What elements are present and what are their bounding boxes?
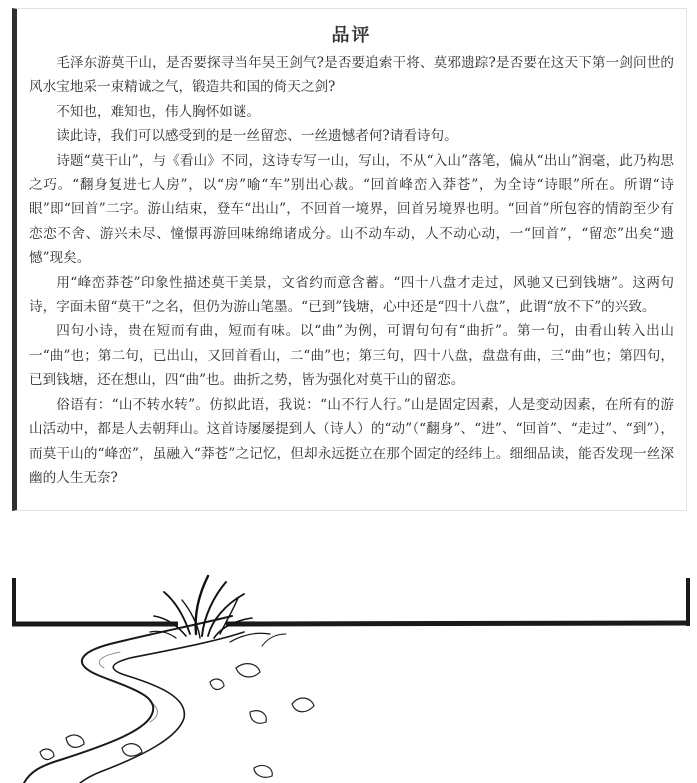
paragraph-2: 不知也，难知也，伟人胸怀如谜。	[56, 103, 261, 120]
frame-lines	[12, 578, 690, 626]
article-card	[12, 8, 687, 511]
paragraph-5: 用“峰峦莽苍”印象性描述莫干美景，文省约而意含蓄。“四十八盘才走过，风驰又已到钱塘”。这两句诗，字面未留“莫干”之名，但仍为游山笔墨。“已到”钱塘，心中还是“四十八盘”，此谓“放不下”的兴致。	[29, 274, 674, 316]
article-title: 品评	[331, 25, 372, 46]
winding-path	[24, 616, 244, 783]
grass-strokes	[150, 576, 286, 646]
mountain-path-illustration	[0, 572, 697, 783]
paragraph-1: 毛泽东游莫干山，是否要探寻当年吴王剑气?是否要追索干将、莫邪遗踪?是否要在这天下第一剑问世的风水宝地采一束精诚之气，锻造共和国的倚天之剑?	[29, 55, 674, 96]
fallen-leaves	[40, 664, 314, 778]
paragraph-7: 俗语有：“山不转水转”。仿拟此语，我说：“山不行人行。”山是固定因素，人是变动因素，在所有的游山活动中，都是人去朝拜山。这首诗屡屡提到人（诗人）的“动”（“翻身”、“进”、“回首”、“走过”、“到”），而莫干山的“峰峦”，虽融入“莽苍”之记忆，但却永远挺立在那个固定的经纬上。细细品读，能否发现一丝深幽的人生无奈?	[29, 396, 674, 486]
paragraph-3: 读此诗，我们可以感受到的是一丝留恋、一丝遗憾者何?请看诗句。	[56, 128, 458, 145]
paragraph-4: 诗题“莫干山”，与《看山》不同，这诗专写一山，写山，不从“入山”落笔，偏从“出山”润毫，此乃构思之巧。“翻身复进七人房”，以“房”喻“车”别出心裁。“回首峰峦入莽苍”，为全诗“诗眼”所在。所谓“诗眼”即“回首”二字。游山结束，登车“出山”，不回首一境界，回首另境界也明。“回首”所包容的情韵至少有恋恋不舍、游兴未尽、憧憬再游回味绵绵诸成分。山不动车动，人不动心动，一“回首”，“留恋”出矣“遗憾”现矣。	[29, 152, 674, 267]
article-body	[17, 51, 686, 490]
paragraph-6: 四句小诗，贵在短而有曲，短而有味。以“曲”为例，可谓句句有“曲折”。第一句，由看山转入出山一“曲”也；第二句，已出山，又回首看山，二“曲”也；第三句，四十八盘，盘盘有曲，三“曲”也；第四句，已到钱塘，还在想山，四“曲”也。曲折之势，皆为强化对莫干山的留恋。	[29, 323, 674, 389]
